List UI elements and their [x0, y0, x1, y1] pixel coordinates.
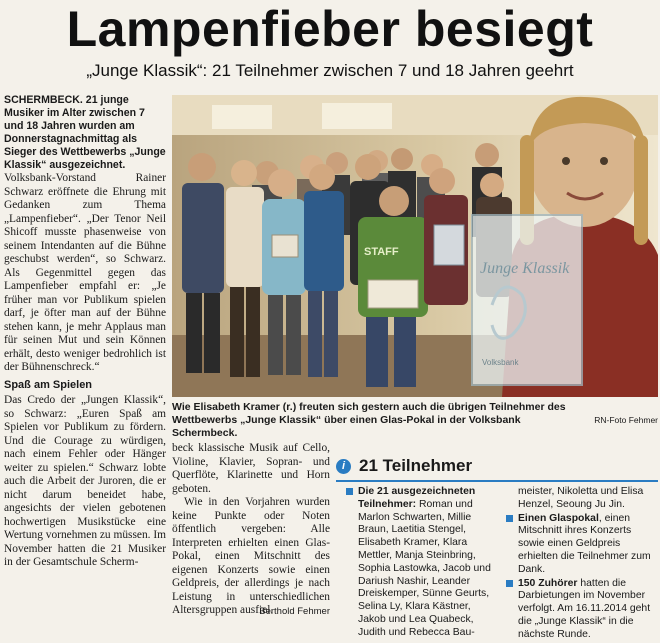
- info-item: [506, 578, 656, 642]
- photo-illustration: [172, 95, 658, 397]
- trophy-small-text: Volksbank: [482, 358, 519, 367]
- photo-caption: Wie Elisabeth Kramer (r.) freuten sich gestern auch die übrigen Teilnehmer des Wettbewerbs „Junge Klassik“ über einen Glas-Pokal in der Volksbank Schermbeck.: [172, 401, 566, 439]
- bullet-square-icon: [506, 580, 513, 587]
- info-item: [506, 513, 656, 577]
- shirt-print: STAFF: [364, 246, 399, 258]
- info-box-title-row: [336, 455, 472, 477]
- article-paragraph: Volksbank-Vorstand Rainer Schwarz eröffnete die Ehrung mit Gedanken zum Thema „Lampenfieber“. „Der Tenor Neil Shicoff musste phasenweise von seinem Intendanten auf die Bühne geschubst werden“, so Schwarz. Als Gegenmittel gegen das Lampenfieber empfahl er: „Je früher man vor Publikum spielen darf, je öfter man auf der Bühne stehen kann, je mehr Applaus man für seinen Mut und sein Können erhält, desto weniger bedrohlich ist der Bühnenschreck.“: [4, 172, 166, 373]
- article-headline: Lampenfieber besiegt: [66, 1, 594, 57]
- info-box-column-1: [346, 486, 496, 641]
- article-lead: SCHERMBECK. 21 junge Musiker im Alter zwischen 7 und 18 Jahren wurden am Donnerstagnachmittag als Sieger des Wettbewerbs „Junge Klassik“ ausgezeichnet.: [4, 94, 166, 171]
- info-item-text: , einen Mitschnitt ihres Konzerts sowie einen Geldpreis erhielten die Teilnehmer zum Dank.: [518, 512, 651, 575]
- bullet-square-icon: [346, 488, 353, 495]
- info-item: [346, 486, 496, 640]
- info-box-title: 21 Teilnehmer: [359, 456, 473, 475]
- author-byline: Berthold Fehmer: [259, 605, 330, 617]
- info-item-bold: 150 Zuhörer: [518, 577, 578, 589]
- info-item-text: Roman und Marlon Schwarten, Millie Braun, Laetitia Stengel, Elisabeth Kramer, Klara Mettler, Manja Steinbring, Sophia Lastowka, Jacob und Dariush Nashir, Leander Dreiskemper, Sünne Geurts, Selina Ly, Klara Kästner, Jakob und Lea Quabeck, Judith und Rebecca Bau-: [358, 498, 491, 638]
- section-heading: Spaß am Spielen: [4, 378, 93, 391]
- article-photo: [172, 95, 658, 397]
- trophy-engraving: Junge Klassik: [480, 260, 570, 277]
- article-subheadline: „Junge Klassik“: 21 Teilnehmer zwischen 7 und 18 Jahren geehrt: [86, 61, 574, 80]
- article-paragraph: beck klassische Musik auf Cello, Violine, Klavier, Sopran- und Querflöte, Klarinette und Horn geboten.: [172, 442, 330, 495]
- info-item-bold: Einen Glaspokal: [518, 512, 599, 524]
- photo-credit: RN-Foto Fehmer: [594, 415, 658, 425]
- info-item-continued: [506, 486, 656, 512]
- info-box: [336, 452, 658, 639]
- info-box-column-2: [506, 486, 656, 643]
- info-box-divider: [336, 480, 658, 482]
- info-item-text: meister, Nikoletta und Elisa Henzel, Seoung Ju Jin.: [518, 486, 644, 510]
- article-column-2: [172, 442, 330, 618]
- article-column-1: [4, 94, 166, 570]
- article-paragraph: Das Credo der „Jungen Klassik“, so Schwarz: „Euren Spaß am Spielen vor Publikum zu fördern. Und die Courage zu würdigen, nach einem Fehler oder Hänger weiter zu spielen.“ Schwarz lobte auch die Arbeit der Juroren, die er nicht darum beneidet habe, angesichts der vielen gebotenen hochwertigen Musikstücke eine Wertung vornehmen zu müssen. Im November hatten die 21 Musiker in der Gesamtschule Scherm-: [4, 394, 166, 568]
- info-item-bold: Die 21 ausgezeichneten Teilnehmer:: [358, 486, 476, 510]
- info-icon: i: [336, 459, 351, 474]
- bullet-square-icon: [506, 515, 513, 522]
- article-paragraph: Wie in den Vorjahren wurden keine Punkte oder Noten öffentlich vergeben: Alle Interpreten erhielten einen Glas-Pokal, einen Mitschnitt des eigenen Konzerts sowie einen Geldpreis, der allerdings je nach Leistung in unterschiedlichen Altersgruppen ausfiel.: [172, 496, 330, 616]
- info-item-text: hatten die Darbietungen im November verfolgt. Am 16.11.2014 geht die „Junge Klassik“ in die nächste Runde.: [518, 577, 651, 640]
